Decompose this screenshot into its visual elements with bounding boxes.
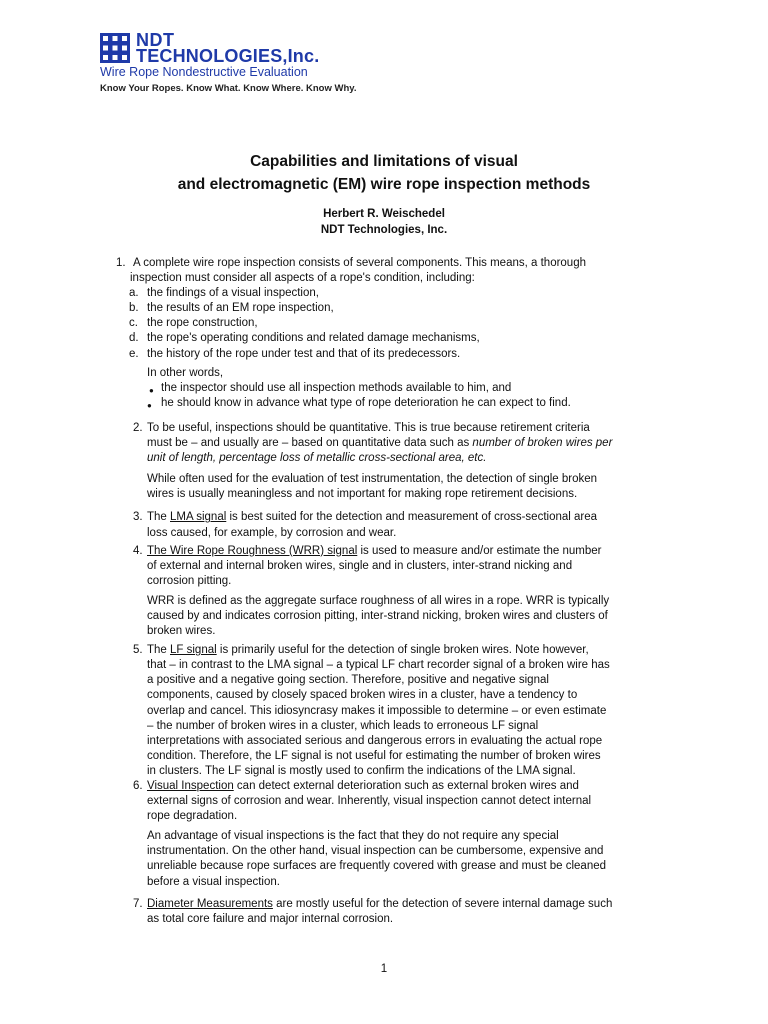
list-item-5 (113, 643, 653, 779)
lma-signal-term: LMA signal (170, 511, 227, 524)
text-line: inspection must consider all aspects of a rope's condition, including: (130, 272, 475, 285)
sub-item-a (113, 286, 653, 301)
logo-grid-icon (100, 33, 130, 63)
text-line: An advantage of visual inspections is the fact that they do not require any special (147, 830, 559, 843)
text-line (147, 436, 653, 451)
wrr-signal-term: The Wire Rope Roughness (WRR) signal (147, 544, 358, 557)
list-item-1 (113, 256, 653, 286)
bullet-text: the inspector should use all inspection methods available to him, and (161, 381, 512, 394)
diameter-measurements-term: Diameter Measurements (147, 897, 273, 910)
text-line: external signs of corrosion and wear. Inherently, visual inspection cannot detect internal (147, 795, 592, 808)
sub-item-d (113, 331, 653, 346)
text-line: of external and internal broken wires, single and in clusters, inter-strand nicking and (147, 559, 573, 572)
text-line: a positive and a negative going section. Therefore, positive and negative signal (147, 674, 549, 687)
sub-item-c (113, 316, 653, 331)
company-subtitle: Wire Rope Nondestructive Evaluation (100, 65, 308, 79)
text-line (147, 510, 653, 525)
text-line: condition. Therefore, the LF signal is not useful for estimating the number of broken wires (147, 749, 601, 762)
list-item-6 (113, 779, 653, 890)
sub-item-e (113, 347, 653, 362)
text-span: is primarily useful for the detection of single broken wires. Note however, (216, 644, 589, 657)
text-line: While often used for the evaluation of test instrumentation, the detection of single broken (147, 473, 598, 486)
sub-text: the history of the rope under test and that of its predecessors. (147, 347, 461, 360)
sub-letter: d. (129, 332, 139, 345)
author-name: Herbert R. Weischedel (323, 208, 445, 220)
text-span: are mostly useful for the detection of severe internal damage such (272, 897, 613, 910)
bullet-icon: ● (149, 385, 154, 395)
sub-text: the rope construction, (147, 317, 258, 330)
list-item-3 (113, 510, 653, 540)
sub-text: the results of an EM rope inspection, (147, 302, 334, 315)
item-text (130, 256, 653, 286)
list-item-7 (113, 897, 653, 927)
text-line: unreliable because rope surfaces are frequently covered with grease and must be cleaned (147, 860, 607, 873)
bullet-item (147, 381, 653, 396)
company-tagline: Know Your Ropes. Know What. Know Where. Know Why. (100, 83, 357, 94)
text-span: is used to measure and/or estimate the number (357, 544, 602, 557)
bullet-item (147, 396, 653, 411)
text-span: is best suited for the detection and measurement of cross-sectional area (226, 511, 598, 524)
other-words: In other words, (147, 366, 224, 379)
text-line: interpretations with associated serious and dangerous errors in evaluating the actual rope (147, 734, 603, 747)
title-line2: and electromagnetic (EM) wire rope inspection methods (177, 176, 591, 193)
text-line (147, 779, 653, 794)
text-line (147, 643, 653, 658)
item-number: 4. (133, 544, 143, 557)
item-number: 5. (133, 644, 143, 657)
sub-letter: c. (129, 317, 138, 330)
item-number: 3. (133, 511, 143, 524)
text-line: components, caused by closely spaced broken wires in a cluster, have a tendency to (147, 689, 578, 702)
item-number: 6. (133, 780, 143, 792)
text-line: broken wires. (147, 625, 216, 638)
text-line: – the number of broken wires in a cluster, which leads to erroneous LF signal (147, 719, 539, 732)
text-line: as total core failure and major internal corrosion. (147, 912, 394, 925)
text-line: loss caused, for example, by corrosion and wear. (147, 526, 397, 539)
text-line: that – in contrast to the LMA signal – a typical LF chart recorder signal of a broken wire has (147, 659, 610, 672)
sub-letter: a. (129, 287, 139, 300)
list-item-4 (113, 544, 653, 640)
text-line: wires is usually meaningless and not important for making rope retirement decisions. (147, 488, 578, 501)
author-affiliation: NDT Technologies, Inc. (320, 224, 448, 236)
text-line: instrumentation. On the other hand, visual inspection can be cumbersome, expensive and (147, 845, 604, 858)
text-line: unit of length, percentage loss of metallic cross-sectional area, etc. (147, 452, 487, 465)
item-number: 1. (116, 257, 126, 269)
document-body (113, 256, 653, 927)
text-line: before a visual inspection. (147, 875, 280, 888)
lf-signal-term: LF signal (170, 644, 217, 657)
page-number: 1 (380, 963, 388, 975)
sub-item-b (113, 301, 653, 316)
text-line: rope degradation. (147, 810, 238, 823)
text-line: To be useful, inspections should be quantitative. This is true because retirement criteria (147, 421, 590, 434)
visual-inspection-term: Visual Inspection (147, 780, 234, 792)
italic-span: number of broken wires per (472, 437, 613, 450)
text-line: overlap and cancel. This idiosyncrasy makes it impossible to determine – or even estimate (147, 704, 607, 717)
company-name-line2: TECHNOLOGIES,Inc. (136, 46, 320, 66)
text-line: caused by and indicates corrosion pitting, inter-strand nicking, broken wires and clusters of (147, 609, 608, 622)
text-line: corrosion pitting. (147, 574, 232, 587)
text-line: WRR is defined as the aggregate surface roughness of all wires in a rope. WRR is typically (147, 594, 610, 607)
text-span: The (147, 511, 171, 524)
bullet-text: he should know in advance what type of rope deterioration he can expect to find. (161, 396, 571, 409)
sub-letter: e. (129, 347, 139, 360)
title-line1: Capabilities and limitations of visual (250, 153, 518, 170)
text-span: The (147, 644, 171, 657)
text-span: must be – and usually are – based on quantitative data such as (147, 437, 473, 450)
text-line (147, 897, 653, 912)
bullet-icon: ● (147, 400, 152, 410)
list-item-2 (113, 421, 653, 502)
item-number: 2. (133, 421, 143, 434)
author-block (0, 206, 768, 238)
document-title (0, 150, 768, 196)
item-number: 7. (133, 897, 143, 910)
company-name-line1: NDT (136, 30, 175, 50)
sub-text: the findings of a visual inspection, (147, 287, 319, 300)
text-line: A complete wire rope inspection consists of several components. This means, a thorough (133, 257, 586, 269)
text-line (147, 544, 653, 559)
text-span: can detect external deterioration such as external broken wires and (233, 780, 579, 792)
sub-letter: b. (129, 302, 139, 315)
text-line: in clusters. The LF signal is mostly used to confirm the indications of the LMA signal. (147, 764, 576, 777)
sub-text: the rope's operating conditions and related damage mechanisms, (147, 332, 480, 345)
